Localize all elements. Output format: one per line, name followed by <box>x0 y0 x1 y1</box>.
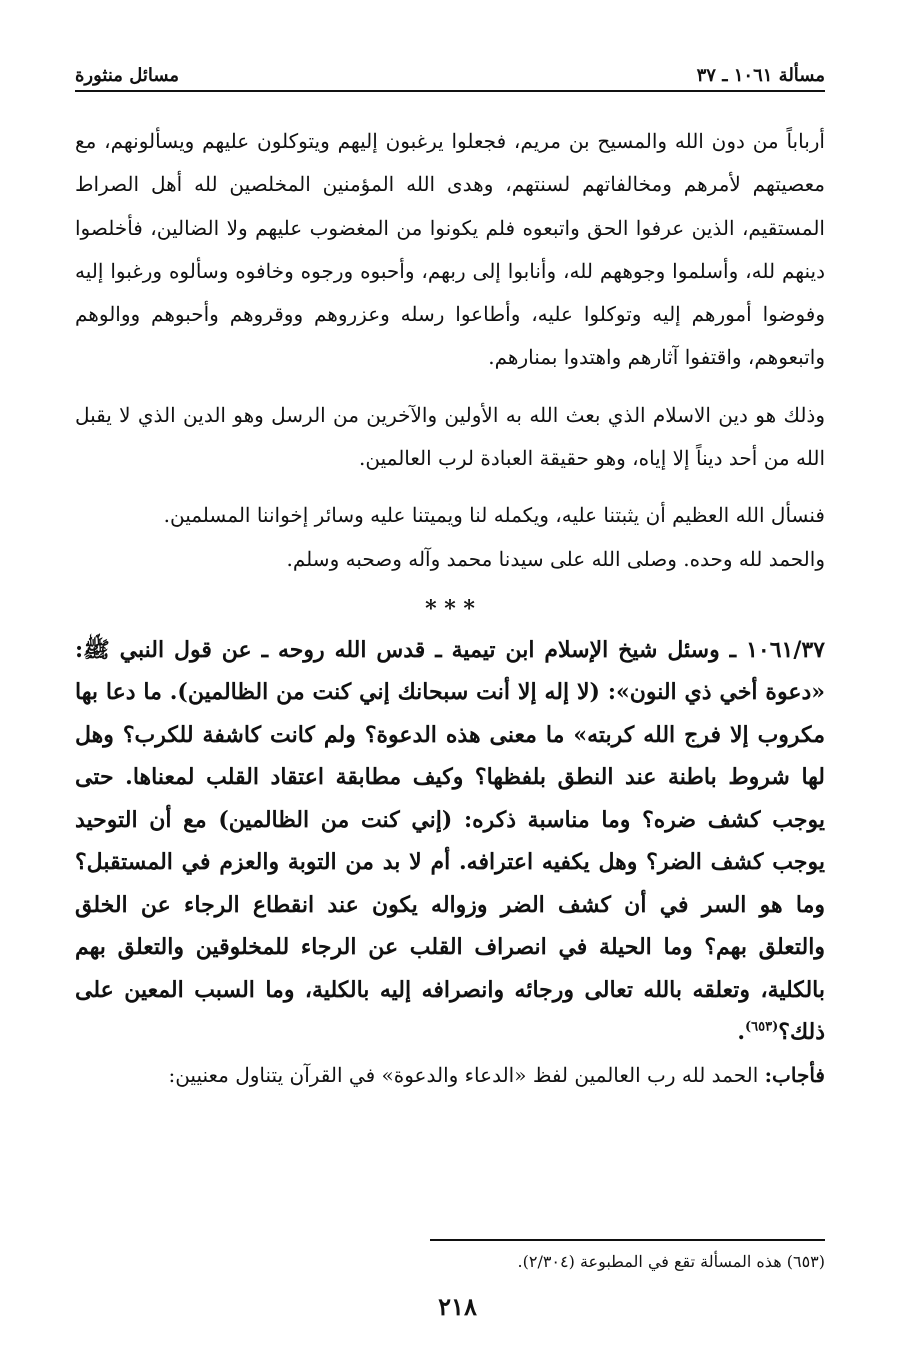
footnote-divider <box>430 1239 825 1241</box>
header-right-title: مسألة ١٠٦١ ـ ٣٧ <box>696 65 825 86</box>
paragraph-gap <box>75 380 825 394</box>
header-left-title: مسائل منثورة <box>75 65 180 86</box>
question-text: ١٠٦١/٣٧ ـ وسئل شيخ الإسلام ابن تيمية ـ قدس الله روحه ـ عن قول النبي ﷺ: «دعوة أخي ذي النون»: (لا إله إلا أنت سبحانك إني كنت من الظالمين). ما دعا بها مكروب إلا فرج الله كربته» ما معنى هذه الدعوة؟ ولم كانت كاشفة للكرب؟ وهل لها شروط باطنة عند النطق بلفظها؟ وكيف مطابقة اعتقاد القلب لمعناها. حتى يوجب كشف ضره؟ وما مناسبة ذكره: (إني كنت من الظالمين) مع أن التوحيد يوجب كشف الضر؟ وهل يكفيه اعترافه. أم لا بد من التوبة والعزم في المستقبل؟ وما هو السر في أن كشف الضر وزواله يكون عند انقطاع الرجاء عن الخلق والتعلق بهم؟ وما الحيلة في انصراف القلب عن الرجاء للمخلوقين والتعلق بهم بالكلية، وتعلقه بالله تعالى ورجائه وانصرافه إليه بالكلية، وما السبب المعين على ذلك؟ <box>75 636 826 1046</box>
answer-lead: فأجاب: <box>764 1062 825 1087</box>
body-paragraph-3: فنسأل الله العظيم أن يثبتنا عليه، ويكمله لنا ويميتنا عليه وسائر إخواننا المسلمين. <box>163 503 825 528</box>
body-paragraph-1: أرباباً من دون الله والمسيح بن مريم، فجعلوا يرغبون إليهم ويتوكلون عليهم ويسألونهم، مع معصيتهم لأمرهم ومخالفاتهم لسنتهم، وهدى الله المؤمنين المخلصين لله أهل الصراط المستقيم، الذين عرفوا الحق واتبعوه فلم يكونوا من المغضوب عليهم ولا الضالين، فأخلصوا دينهم لله، وأسلموا وجوههم لله، وأنابوا إلى ربهم، وأحبوه ورجوه وخافوه وسألوه ورغبوا إليه وفوضوا أمورهم إليه وتوكلوا عليه، وأطاعوا رسله وعزروهم ووقروهم وأحبوهم ووالوهم واتبعوهم، واقتفوا آثارهم واهتدوا بمنارهم. <box>75 129 825 370</box>
footnote-reference: (٦٥٣) <box>745 1020 779 1036</box>
page-number: ٢١٨ <box>438 1292 477 1321</box>
footnote: (٦٥٣) هذه المسألة تقع في المطبوعة (٢/٣٠٤). <box>517 1252 825 1271</box>
question-paragraph: ١٠٦١/٣٧ ـ وسئل شيخ الإسلام ابن تيمية ـ قدس الله روحه ـ عن قول النبي ﷺ: «دعوة أخي ذي النون»: (لا إله إلا أنت سبحانك إني كنت من الظالمين). ما دعا بها مكروب إلا فرج الله كربته» ما معنى هذه الدعوة؟ ولم كانت كاشفة للكرب؟ وهل لها شروط باطنة عند النطق بلفظها؟ وكيف مطابقة اعتقاد القلب لمعناها. حتى يوجب كشف ضره؟ وما مناسبة ذكره: (إني كنت من الظالمين) مع أن التوحيد يوجب كشف الضر؟ وهل يكفيه اعترافه. أم لا بد من التوبة والعزم في المستقبل؟ وما هو السر في أن كشف الضر وزواله يكون عند انقطاع الرجاء عن الخلق والتعلق بهم؟ وما الحيلة في انصراف القلب عن الرجاء للمخلوقين والتعلق بهم بالكلية، وتعلقه بالله تعالى ورجائه وانصرافه إليه بالكلية، وما السبب المعين على ذلك؟$^{(٦٥٣)}$. <box>75 636 826 1046</box>
answer-paragraph <box>75 1054 825 1097</box>
running-header <box>75 52 825 92</box>
answer-text: الحمد لله رب العالمين لفظ «الدعاء والدعوة» في القرآن يتناول معنيين: <box>168 1062 759 1087</box>
section-separator: * * * <box>425 595 475 622</box>
page-body <box>75 120 825 1097</box>
closing-line: والحمد لله وحده. وصلى الله على سيدنا محمد وآله وصحبه وسلم. <box>286 546 825 571</box>
paragraph-gap <box>75 480 825 494</box>
body-paragraph-2: وذلك هو دين الاسلام الذي بعث الله به الأولين والآخرين من الرسل وهو الدين الذي لا يقبل الله من أحد ديناً إلا إياه، وهو حقيقة العبادة لرب العالمين. <box>75 402 825 471</box>
